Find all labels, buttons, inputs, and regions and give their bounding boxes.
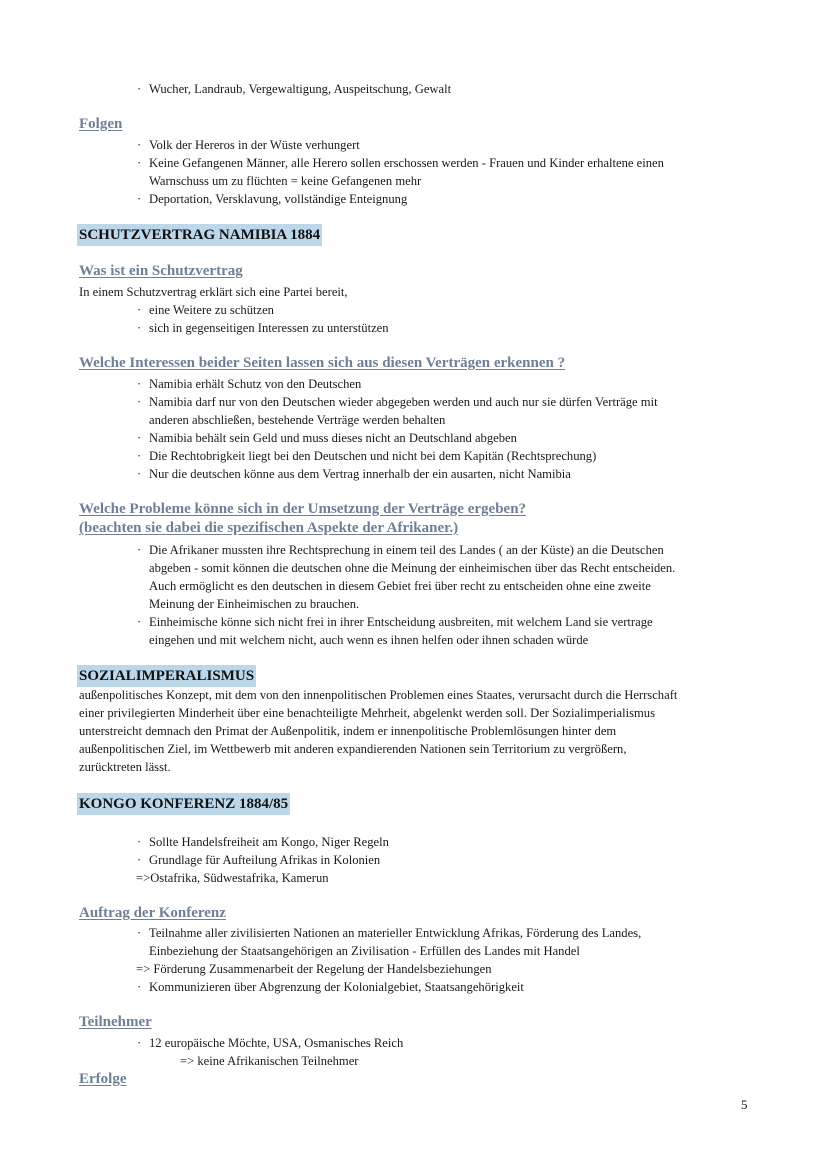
paragraph-line: unterstreicht demnach den Primat der Außenpolitik, indem er innenpolitische Problemlösungen hinter dem [79, 724, 617, 738]
bullet-icon: · [137, 1036, 142, 1050]
bullet-icon: · [137, 192, 142, 206]
bullet-icon: · [137, 980, 142, 994]
bullet-icon: · [137, 82, 142, 96]
section-heading-erfolge: Erfolge [79, 1071, 127, 1087]
bullet-icon: · [137, 431, 142, 445]
section-title-sozialimperialismus: SOZIALIMPERALISMUS [77, 665, 256, 687]
arrow-line: => keine Afrikanischen Teilnehmer [180, 1054, 359, 1068]
bullet-icon: · [137, 853, 142, 867]
paragraph-line: zurücktreten lässt. [79, 760, 171, 774]
section-heading-folgen: Folgen [79, 116, 123, 132]
section-heading-teilnehmer: Teilnehmer [79, 1014, 152, 1030]
bullet-icon: · [137, 467, 142, 481]
section-title-kongo: KONGO KONFERENZ 1884/85 [77, 793, 290, 815]
section-heading-probleme-sub: (beachten sie dabei die spezifischen Aspekte der Afrikaner.) [79, 520, 459, 536]
intro-text: In einem Schutzvertrag erklärt sich eine Partei bereit, [79, 285, 348, 299]
section-heading-interessen: Welche Interessen beider Seiten lassen sich aus diesen Verträgen erkennen ? [79, 355, 566, 371]
bullet-icon: · [137, 377, 142, 391]
bullet-icon: · [137, 615, 142, 629]
bullet-icon: · [137, 449, 142, 463]
arrow-line: => Förderung Zusammenarbeit der Regelung der Handelsbeziehungen [136, 962, 492, 976]
bullet-icon: · [137, 138, 142, 152]
bullet-icon: · [137, 303, 142, 317]
bullet-icon: · [137, 321, 142, 335]
document-page: · Wucher, Landraub, Vergewaltigung, Auspeitschung, Gewalt Folgen · Volk der Hereros in der Wüste verhungert · Keine Gefangenen Männer, alle Herero sollen erschossen werden - Frauen und Kinder erhaltene einen Warnschuss um zu flüchten = keine Gefangenen mehr · Deportation, Versklavung, vollständige Enteignung SCHUTZVERTRAG NAMIBIA 1884 Was ist ein Schutzvertrag In einem Schutzvertrag erklärt sich eine Partei bereit, · eine Weitere zu schützen · sich in gegenseitigen Interessen zu unterstützen Welche Interessen beider Seiten lassen sich aus diesen Verträgen erkennen ? · Namibia erhält Schutz von den Deutschen · Namibia darf nur von den Deutschen wieder abgegeben werden und auch nur sie dürfen Verträge mit anderen abschließen, bestehende Verträge werden behalten · Namibia behält sein Geld und muss dieses nicht an Deutschland abgeben · Die Rechtobrigkeit liegt bei den Deutschen und nicht bei dem Kapitän (Rechtsprechung) · Nur die deutschen könne aus dem Vertrag innerhalb der ein ausarten, nicht Namibia Welche Probleme könne sich in der Umsetzung der Verträge ergeben? (beachten sie dabei die spezifischen Aspekte der Afrikaner.) · Die Afrikaner mussten ihre Rechtsprechung in einem teil des Landes ( an der Küste) an die Deutschen abgeben - somit können die deutschen ohne die Meinung der einheimischen über das Recht entscheiden. Auch ermöglicht es den deutschen in diesem Gebiet frei über recht zu entscheiden ohne eine zweite Meinung der Einheimischen zu brauchen. · Einheimische könne sich nicht frei in ihrer Entscheidung ausbreiten, mit welchem Land sie vertrage eingehen und mit welchem nicht, auch wenn es ihnen helfen oder ihnen schaden würde SOZIALIMPERALISMUS außenpolitisches Konzept, mit dem von den innenpolitischen Problemen eines Staates, verursacht durch die Herrschaft einer privilegierten Minderheit über eine benachteiligte Mehrheit, abgelenkt werden soll. Der Sozialimperialismus unterstreicht demnach den Primat der Außenpolitik, indem er innenpolitische Problemlösungen hinter dem außenpolitischen Ziel, im Wettbewerb mit anderen expandierenden Nationen sein Territorium zu vergrößern, zurücktreten lässt. KONGO KONFERENZ 1884/85 · Sollte Handelsfreiheit am Kongo, Niger Regeln · Grundlage für Aufteilung Afrikas in Kolonien =>Ostafrika, Südwestafrika, Kamerun Auftrag der Konferenz · Teilnahme aller zivilisierten Nationen an materieller Entwicklung Afrikas, Förderung des Landes, Einbeziehung der Staatsangehörigen an Zivilisation - Erfüllen des Landes mit Handel => Förderung Zusammenarbeit der Regelung der Handelsbeziehungen · Kommunizieren über Abgrenzung der Kolonialgebiet, Staatsangehörigkeit Teilnehmer · 12 europäische Möchte, USA, Osmanisches Reich => keine Afrikanischen Teilnehmer Erfolge 5 [79, 82, 748, 1112]
bullet-icon: · [137, 395, 142, 409]
section-heading-auftrag: Auftrag der Konferenz [79, 905, 226, 921]
arrow-line: =>Ostafrika, Südwestafrika, Kamerun [136, 871, 329, 885]
paragraph-line: außenpolitischen Ziel, im Wettbewerb mit anderen expandierenden Nationen sein Territorium zu vergrößern, [79, 742, 627, 756]
section-heading-was-ist: Was ist ein Schutzvertrag [79, 263, 243, 279]
section-heading-probleme: Welche Probleme könne sich in der Umsetzung der Verträge ergeben? [79, 501, 527, 517]
page-number: 5 [741, 1097, 748, 1112]
bullet-icon: · [137, 835, 142, 849]
paragraph-line: außenpolitisches Konzept, mit dem von den innenpolitischen Problemen eines Staates, verursacht durch die Herrschaft [79, 688, 678, 702]
bullet-icon: · [137, 156, 142, 170]
bullet-icon: · [137, 543, 142, 557]
paragraph-line: einer privilegierten Minderheit über eine benachteiligte Mehrheit, abgelenkt werden soll. Der Sozialimperialismus [79, 706, 655, 720]
bullet-icon: · [137, 926, 142, 940]
section-title-schutzvertrag: SCHUTZVERTRAG NAMIBIA 1884 [77, 224, 322, 246]
